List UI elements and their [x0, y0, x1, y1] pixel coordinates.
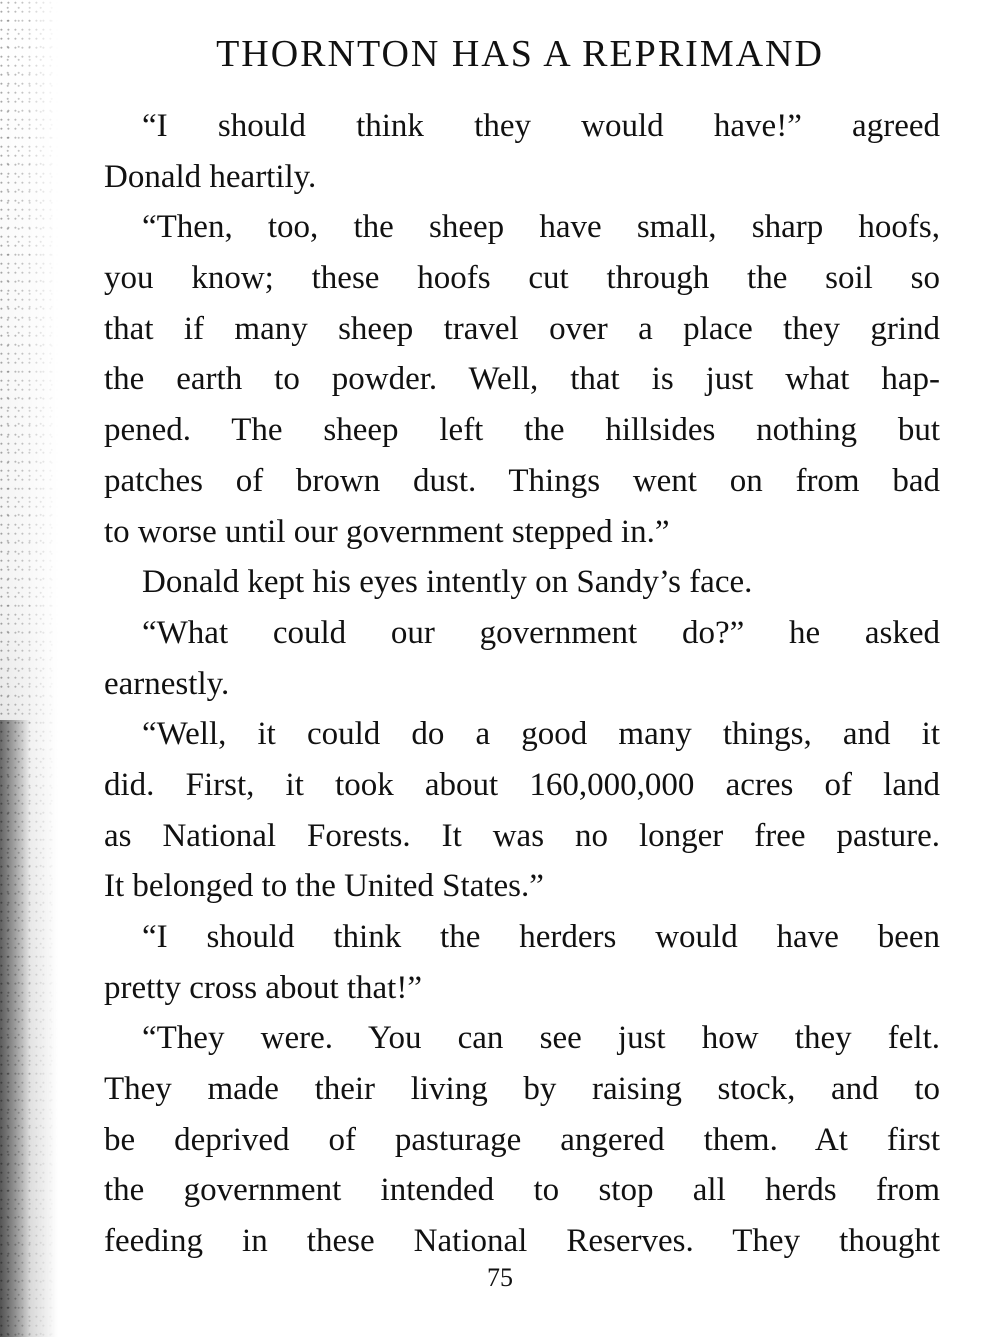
text-line: “What could our government do?” he asked [142, 614, 940, 651]
text-line: be deprived of pasturage angered them. At first [104, 1121, 940, 1158]
text-line: patches of brown dust. Things went on from bad [104, 462, 940, 499]
text-line: you know; these hoofs cut through the soil so [104, 260, 940, 297]
text-line: did. First, it took about 160,000,000 acres of land [104, 766, 940, 803]
text-line: the government intended to stop all herds from [104, 1172, 940, 1209]
text-line: Donald kept his eyes intently on Sandy’s face. [142, 564, 753, 601]
binding-shadow [0, 720, 30, 1337]
text-line: feeding in these National Reserves. They thought [104, 1223, 940, 1260]
text-line: “I should think they would have!” agreed [142, 108, 940, 144]
text-line: to worse until our government stepped in.” [104, 513, 670, 550]
text-line: that if many sheep travel over a place they grind [104, 310, 940, 347]
text-line: “I should think the herders would have been [142, 919, 940, 955]
text-line: as National Forests. It was no longer free pasture. [104, 817, 940, 854]
text-line: the earth to powder. Well, that is just what hap- [104, 361, 940, 398]
text-line: pretty cross about that!” [104, 969, 422, 1006]
running-head: THORNTON HAS A REPRIMAND [216, 33, 824, 75]
text-line: “Then, too, the sheep have small, sharp hoofs, [142, 209, 940, 246]
text-line: “They were. You can see just how they felt. [142, 1020, 940, 1057]
text-line: Donald heartily. [104, 158, 317, 195]
text-line: earnestly. [104, 665, 230, 702]
text-line: “Well, it could do a good many things, and it [142, 716, 940, 753]
body-text [104, 101, 940, 1267]
text-line: It belonged to the United States.” [104, 868, 544, 905]
text-line: They made their living by raising stock, and to [104, 1071, 940, 1108]
page-number: 75 [487, 1263, 513, 1292]
text-line: pened. The sheep left the hillsides nothing but [104, 412, 940, 449]
